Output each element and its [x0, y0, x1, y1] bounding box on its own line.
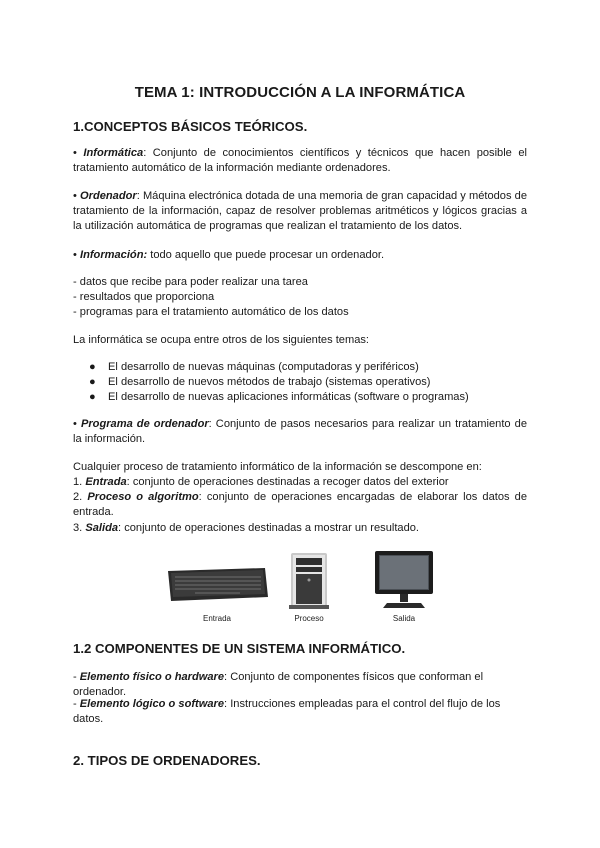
process-intro: Cualquier proceso de tratamiento informático de la información se descompone en:: [73, 461, 482, 473]
definition-informacion: [73, 248, 527, 263]
monitor-icon: [375, 551, 433, 608]
process-steps: [73, 475, 527, 536]
step-text: : conjunto de operaciones destinadas a recoger datos del exterior: [126, 476, 449, 488]
definition-text: : Conjunto de conocimientos científicos y técnicos que hacen posible el tratamiento automático de la información mediante ordenadores.: [73, 147, 527, 175]
dash-mark: -: [73, 698, 80, 710]
list-item-text: El desarrollo de nuevas máquinas (computadoras y periféricos): [108, 361, 419, 373]
step-text: : conjunto de operaciones destinadas a mostrar un resultado.: [118, 521, 419, 534]
dash-mark: -: [73, 671, 80, 683]
section-heading-componentes: 1.2 COMPONENTES DE UN SISTEMA INFORMÁTICO.: [73, 641, 406, 656]
topics-list: [73, 360, 527, 406]
definition-text: : Máquina electrónica dotada de una memoria de gran capacidad y métodos de tratamiento de la información, capaz de resolver problemas aritméticos y lógicos gracias a la utilización automática de programas que realizan el tratamiento de los datos.: [73, 190, 527, 233]
list-item: [73, 360, 527, 375]
caption-proceso: Proceso: [294, 614, 324, 623]
step-number: 2.: [73, 491, 83, 504]
step-term: Proceso o algoritmo: [87, 491, 199, 504]
definition-hardware: [73, 670, 527, 700]
list-item: - datos que recibe para poder realizar una tarea: [73, 276, 308, 288]
io-figure: [165, 549, 445, 629]
bullet-dot: ●: [89, 361, 96, 373]
topics-intro: La informática se ocupa entre otros de los siguientes temas:: [73, 334, 369, 346]
term-programa: Programa de ordenador: [80, 418, 209, 430]
definition-text: : Conjunto de pasos necesarios para realizar un tratamiento de la información.: [73, 418, 527, 446]
bullet-dot: ●: [89, 376, 96, 389]
list-item: [73, 390, 527, 405]
section-heading-tipos: 2. TIPOS DE ORDENADORES.: [73, 753, 261, 768]
definition-text: todo aquello que puede procesar un ordenador.: [147, 249, 385, 261]
list-item: - programas para el tratamiento automático de los datos: [73, 306, 349, 319]
section-heading-conceptos: 1.CONCEPTOS BÁSICOS TEÓRICOS.: [73, 119, 308, 134]
term-software: Elemento lógico o software: [79, 698, 225, 710]
list-item: [73, 375, 527, 390]
definition-informatica: [73, 146, 527, 176]
step-number: 1.: [73, 476, 83, 488]
step-term: Entrada: [85, 476, 127, 488]
term-hardware: Elemento físico o hardware: [79, 671, 225, 683]
io-illustration: [165, 549, 445, 611]
definition-programa: [73, 417, 527, 447]
list-item: [73, 490, 527, 520]
step-term: Salida: [85, 521, 119, 534]
list-item: [73, 475, 527, 490]
definition-text: : Conjunto de componentes físicos que conforman el ordenador.: [73, 671, 484, 699]
caption-entrada: Entrada: [202, 614, 232, 623]
bullet-dot: ●: [89, 391, 96, 404]
step-number: 3.: [73, 521, 83, 534]
list-item: [73, 521, 527, 536]
list-item-text: El desarrollo de nuevos métodos de trabajo (sistemas operativos): [108, 376, 431, 389]
definition-text: : Instrucciones empleadas para el control del flujo de los datos.: [73, 698, 501, 726]
computer-tower-icon: [289, 553, 329, 609]
term-informacion: Información:: [79, 249, 148, 261]
bullet-mark: •: [73, 190, 77, 202]
term-ordenador: Ordenador: [80, 190, 137, 202]
bullet-mark: •: [73, 249, 77, 261]
keyboard-icon: [168, 568, 268, 601]
bullet-mark: •: [73, 418, 77, 430]
caption-salida: Salida: [392, 614, 416, 623]
definition-ordenador: [73, 189, 527, 235]
step-text: : conjunto de operaciones encargadas de elaborar los datos de entrada.: [73, 491, 528, 519]
list-item: - resultados que proporciona: [73, 291, 215, 304]
list-item-text: El desarrollo de nuevas aplicaciones informáticas (software o programas): [108, 391, 469, 404]
term-informatica: Informática: [83, 147, 144, 159]
definition-software: [73, 697, 527, 727]
bullet-mark: •: [73, 147, 77, 159]
dash-list: [73, 275, 527, 321]
document-title: TEMA 1: INTRODUCCIÓN A LA INFORMÁTICA: [134, 84, 466, 101]
